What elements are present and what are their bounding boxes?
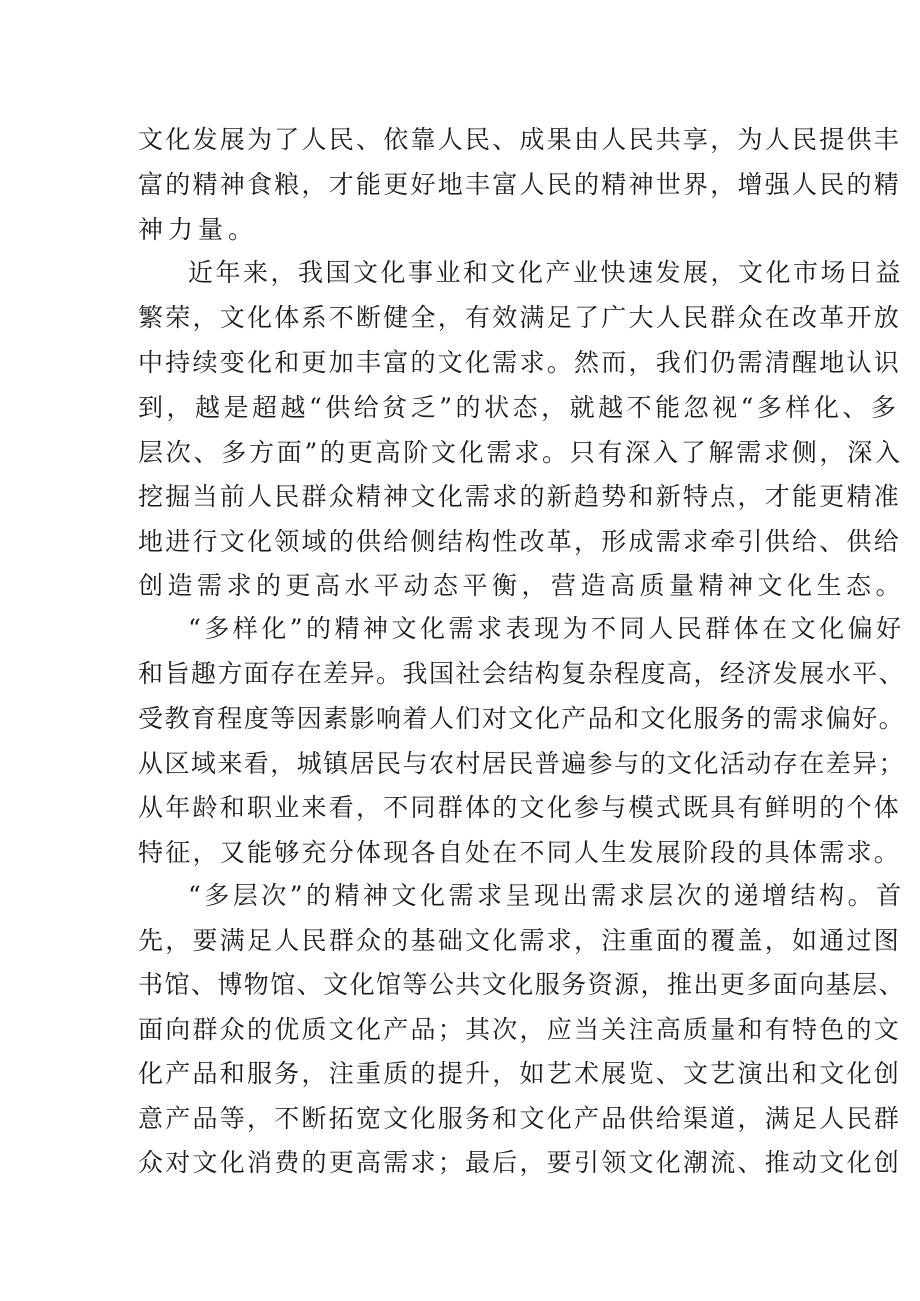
text-line: 特征，又能够充分体现各自处在不同人生发展阶段的具体需求。 — [138, 838, 902, 867]
paragraph-first-line: “多样化”的精神文化需求表现为不同人民群体在文化偏好 — [188, 614, 905, 643]
text-line: 书馆、博物馆、文化馆等公共文化服务资源，推出更多面向基层、 — [138, 970, 906, 999]
text-line: 受教育程度等因素影响着人们对文化产品和文化服务的需求偏好。 — [138, 704, 906, 733]
text-line: 富的精神食粮，才能更好地丰富人民的精神世界，增强人民的精 — [138, 170, 902, 199]
text-line: 层次、多方面”的更高阶文化需求。只有深入了解需求侧，深入 — [138, 438, 903, 467]
text-line: 挖掘当前人民群众精神文化需求的新趋势和新特点，才能更精准 — [138, 482, 902, 511]
text-line: 面向群众的优质文化产品；其次，应当关注高质量和有特色的文 — [138, 1015, 902, 1044]
text-line: 和旨趣方面存在差异。我国社会结构复杂程度高，经济发展水平、 — [138, 659, 906, 688]
text-line: 繁荣，文化体系不断健全，有效满足了广大人民群众在改革开放 — [138, 303, 902, 332]
text-line: 从年龄和职业来看，不同群体的文化参与模式既具有鲜明的个体 — [138, 793, 902, 822]
text-line: 意产品等，不断拓宽文化服务和文化产品供给渠道，满足人民群 — [138, 1104, 902, 1133]
paragraph-first-line: 近年来，我国文化事业和文化产业快速发展，文化市场日益 — [188, 258, 904, 287]
text-line: 众对文化消费的更高需求；最后，要引领文化潮流、推动文化创 — [138, 1148, 902, 1177]
text-line: 创造需求的更高水平动态平衡，营造高质量精神文化生态。 — [138, 571, 906, 600]
text-line: 地进行文化领域的供给侧结构性改革，形成需求牵引供给、供给 — [138, 527, 902, 556]
paragraph-first-line: “多层次”的精神文化需求呈现出需求层次的递增结构。首 — [188, 881, 905, 910]
text-line: 中持续变化和更加丰富的文化需求。然而，我们仍需清醒地认识 — [138, 348, 902, 377]
text-line: 文化发展为了人民、依靠人民、成果由人民共享，为人民提供丰 — [138, 125, 902, 154]
text-line: 神力量。 — [138, 215, 259, 244]
text-line: 化产品和服务，注重质的提升，如艺术展览、文艺演出和文化创 — [138, 1059, 902, 1088]
text-line: 先，要满足人民群众的基础文化需求，注重面的覆盖，如通过图 — [138, 926, 902, 955]
text-line: 到，越是超越“供给贫乏”的状态，就越不能忽视“多样化、多 — [138, 393, 900, 422]
text-line: 从区域来看，城镇居民与农村居民普遍参与的文化活动存在差异； — [138, 749, 906, 778]
